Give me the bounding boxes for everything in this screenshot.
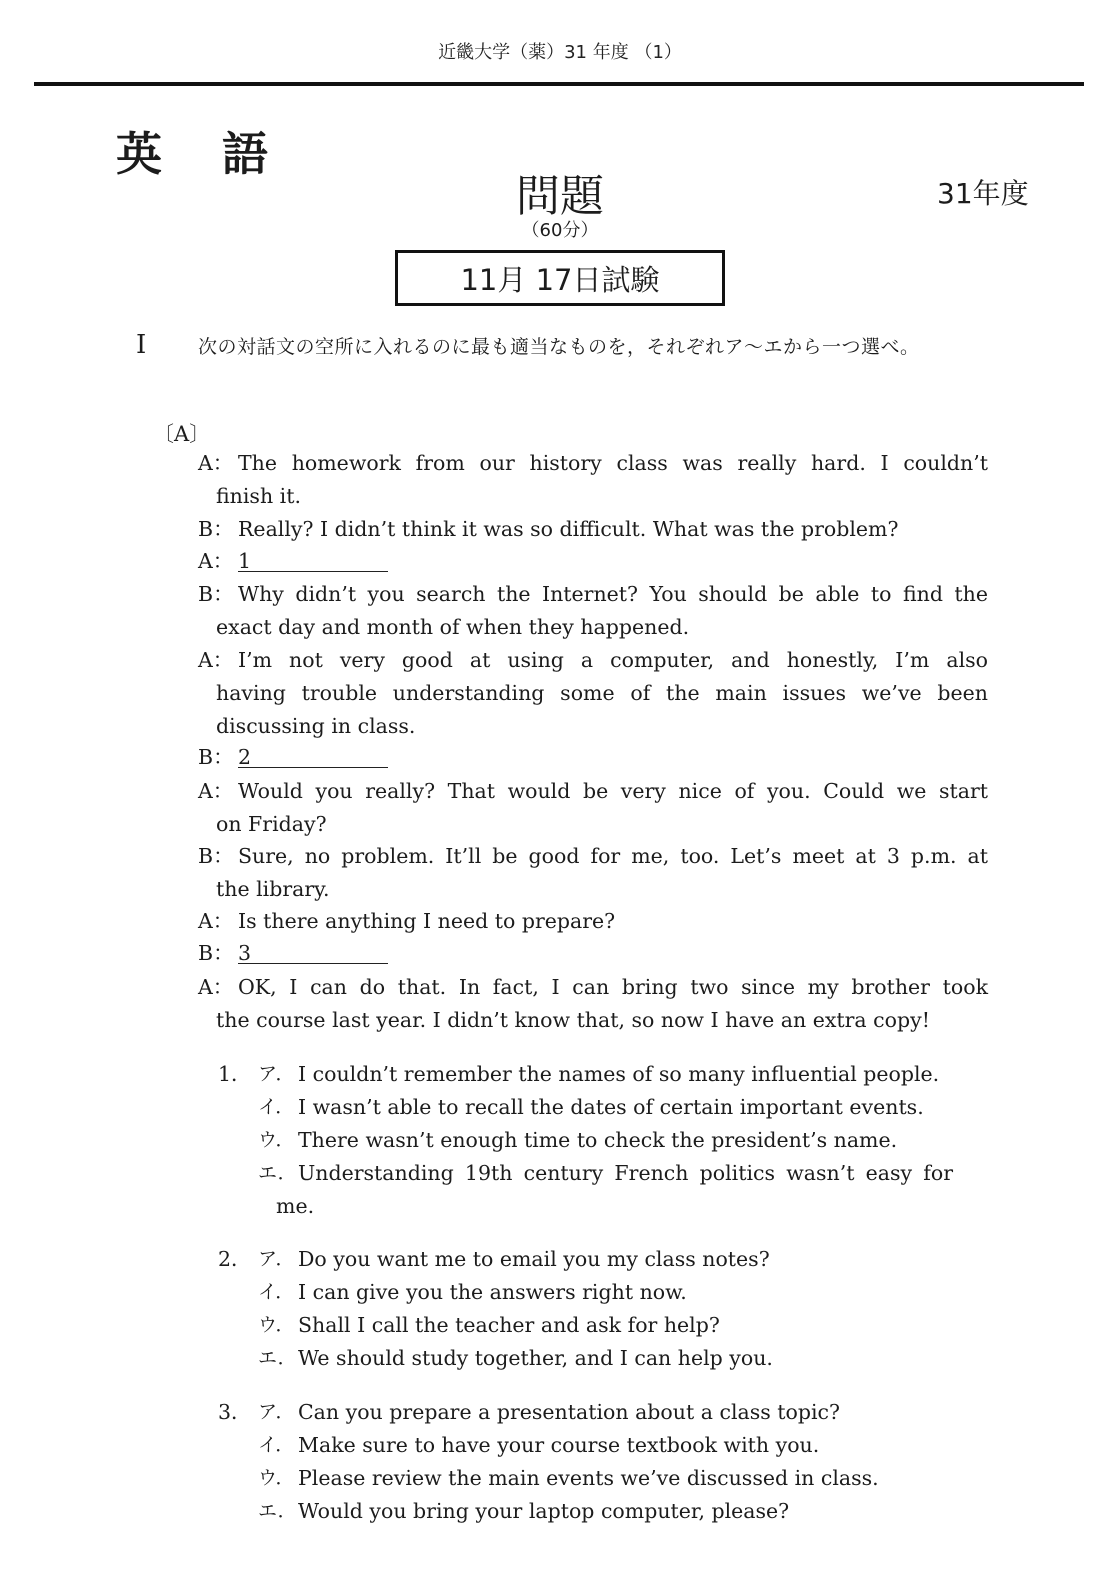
dialogue-text: Really? I didn’t think it was so difficult. What was the problem? [238, 517, 899, 541]
question-number: 1． [218, 1062, 252, 1086]
dialogue-text: Is there anything I need to prepare? [238, 909, 616, 933]
option-label: エ． [258, 1162, 297, 1184]
dialogue-line [198, 905, 988, 938]
option-text: Can you prepare a presentation about a class topic? [298, 1400, 841, 1424]
option-text: Make sure to have your course textbook with you. [298, 1433, 820, 1457]
dialogue-text: Why didn’t you search the Internet? You should be able to find the [238, 582, 988, 606]
speaker-label: B： [198, 844, 234, 868]
dialogue-line [198, 513, 988, 546]
subject-title: 英 語 [116, 127, 291, 181]
dialogue-line [198, 937, 988, 970]
speaker-label: B： [198, 582, 234, 606]
option-i[interactable] [218, 1091, 998, 1124]
section-instruction: 次の対話文の空所に入れるのに最も適当なものを，それぞれア～エから一つ選べ。 [198, 336, 920, 358]
option-text-continued: me. [276, 1194, 315, 1218]
exam-date-box [395, 250, 725, 306]
option-a[interactable] [218, 1243, 998, 1276]
option-e[interactable] [218, 1495, 998, 1528]
option-e[interactable] [218, 1342, 998, 1375]
option-label: エ． [258, 1500, 297, 1522]
option-label: イ． [258, 1096, 295, 1118]
question-2 [218, 1243, 998, 1375]
dialogue-text: finish it. [216, 484, 301, 508]
option-label: ア． [258, 1248, 295, 1270]
option-label: ウ． [258, 1314, 295, 1336]
option-text: We should study together, and I can help you. [298, 1346, 773, 1370]
option-e[interactable] [218, 1157, 998, 1223]
dialogue-line [198, 447, 988, 513]
exam-duration: （60分） [521, 220, 599, 241]
question-number: 3． [218, 1400, 252, 1424]
option-u[interactable] [218, 1462, 998, 1495]
dialogue-line [198, 775, 988, 841]
option-text: Do you want me to email you my class notes? [298, 1247, 770, 1271]
option-text: I couldn’t remember the names of so many influential people. [298, 1062, 940, 1086]
option-a[interactable] [218, 1058, 998, 1091]
option-label: ア． [258, 1063, 295, 1085]
answer-blank-1: 1 [238, 545, 388, 572]
speaker-label: A： [198, 648, 234, 672]
dialogue-text: exact day and month of when they happened. [216, 615, 690, 639]
speaker-label: A： [198, 975, 234, 999]
dialogue-text: the course last year. I didn’t know that, so now I have an extra copy! [216, 1008, 930, 1032]
section-number: I [136, 330, 147, 360]
option-label: ア． [258, 1401, 295, 1423]
page-title: 問題 [516, 171, 604, 222]
dialogue-text: on Friday? [216, 812, 327, 836]
option-text: I wasn’t able to recall the dates of certain important events. [298, 1095, 924, 1119]
part-label: 〔A〕 [153, 422, 211, 446]
speaker-label: B： [198, 517, 234, 541]
option-u[interactable] [218, 1309, 998, 1342]
option-text: Shall I call the teacher and ask for help? [298, 1313, 720, 1337]
speaker-label: B： [198, 941, 234, 965]
option-a[interactable] [218, 1396, 998, 1429]
running-head: 近畿大学（薬）31 年度 （1） [438, 42, 682, 63]
speaker-label: A： [198, 549, 234, 573]
speaker-label: A： [198, 779, 234, 803]
option-text: Understanding 19th century French politics wasn’t easy for [298, 1161, 953, 1185]
option-text: Please review the main events we’ve discussed in class. [298, 1466, 879, 1490]
dialogue-text: OK, I can do that. In fact, I can bring two since my brother took [238, 975, 988, 999]
option-text: I can give you the answers right now. [298, 1280, 687, 1304]
speaker-label: A： [198, 909, 234, 933]
dialogue-text: having trouble understanding some of the main issues we’ve been [216, 681, 988, 705]
option-label: イ． [258, 1281, 295, 1303]
question-number: 2． [218, 1247, 252, 1271]
option-text: Would you bring your laptop computer, please? [298, 1499, 790, 1523]
dialogue-text: discussing in class. [216, 714, 416, 738]
dialogue-text: I’m not very good at using a computer, and honestly, I’m also [238, 648, 988, 672]
option-i[interactable] [218, 1276, 998, 1309]
dialogue-text: Sure, no problem. It’ll be good for me, too. Let’s meet at 3 p.m. at [238, 844, 988, 868]
header-rule [34, 82, 1084, 86]
dialogue-text: The homework from our history class was really hard. I couldn’t [238, 451, 988, 475]
option-label: エ． [258, 1347, 297, 1369]
answer-blank-2: 2 [238, 741, 388, 768]
option-text: There wasn’t enough time to check the president’s name. [298, 1128, 898, 1152]
dialogue-line [198, 741, 988, 774]
option-i[interactable] [218, 1429, 998, 1462]
dialogue-line [198, 644, 988, 743]
option-label: ウ． [258, 1129, 295, 1151]
dialogue-line [198, 971, 988, 1037]
option-label: イ． [258, 1434, 295, 1456]
dialogue-line [198, 545, 988, 578]
option-label: ウ． [258, 1467, 295, 1489]
exam-year: 31年度 [937, 177, 1029, 210]
speaker-label: B： [198, 745, 234, 769]
dialogue-line [198, 578, 988, 644]
option-u[interactable] [218, 1124, 998, 1157]
question-1 [218, 1058, 998, 1223]
dialogue-text: the library. [216, 877, 330, 901]
answer-blank-3: 3 [238, 937, 388, 964]
dialogue-line [198, 840, 988, 906]
question-3 [218, 1396, 998, 1528]
exam-date: 11月 17日試験 [460, 262, 660, 297]
speaker-label: A： [198, 451, 234, 475]
dialogue-text: Would you really? That would be very nice of you. Could we start [238, 779, 988, 803]
